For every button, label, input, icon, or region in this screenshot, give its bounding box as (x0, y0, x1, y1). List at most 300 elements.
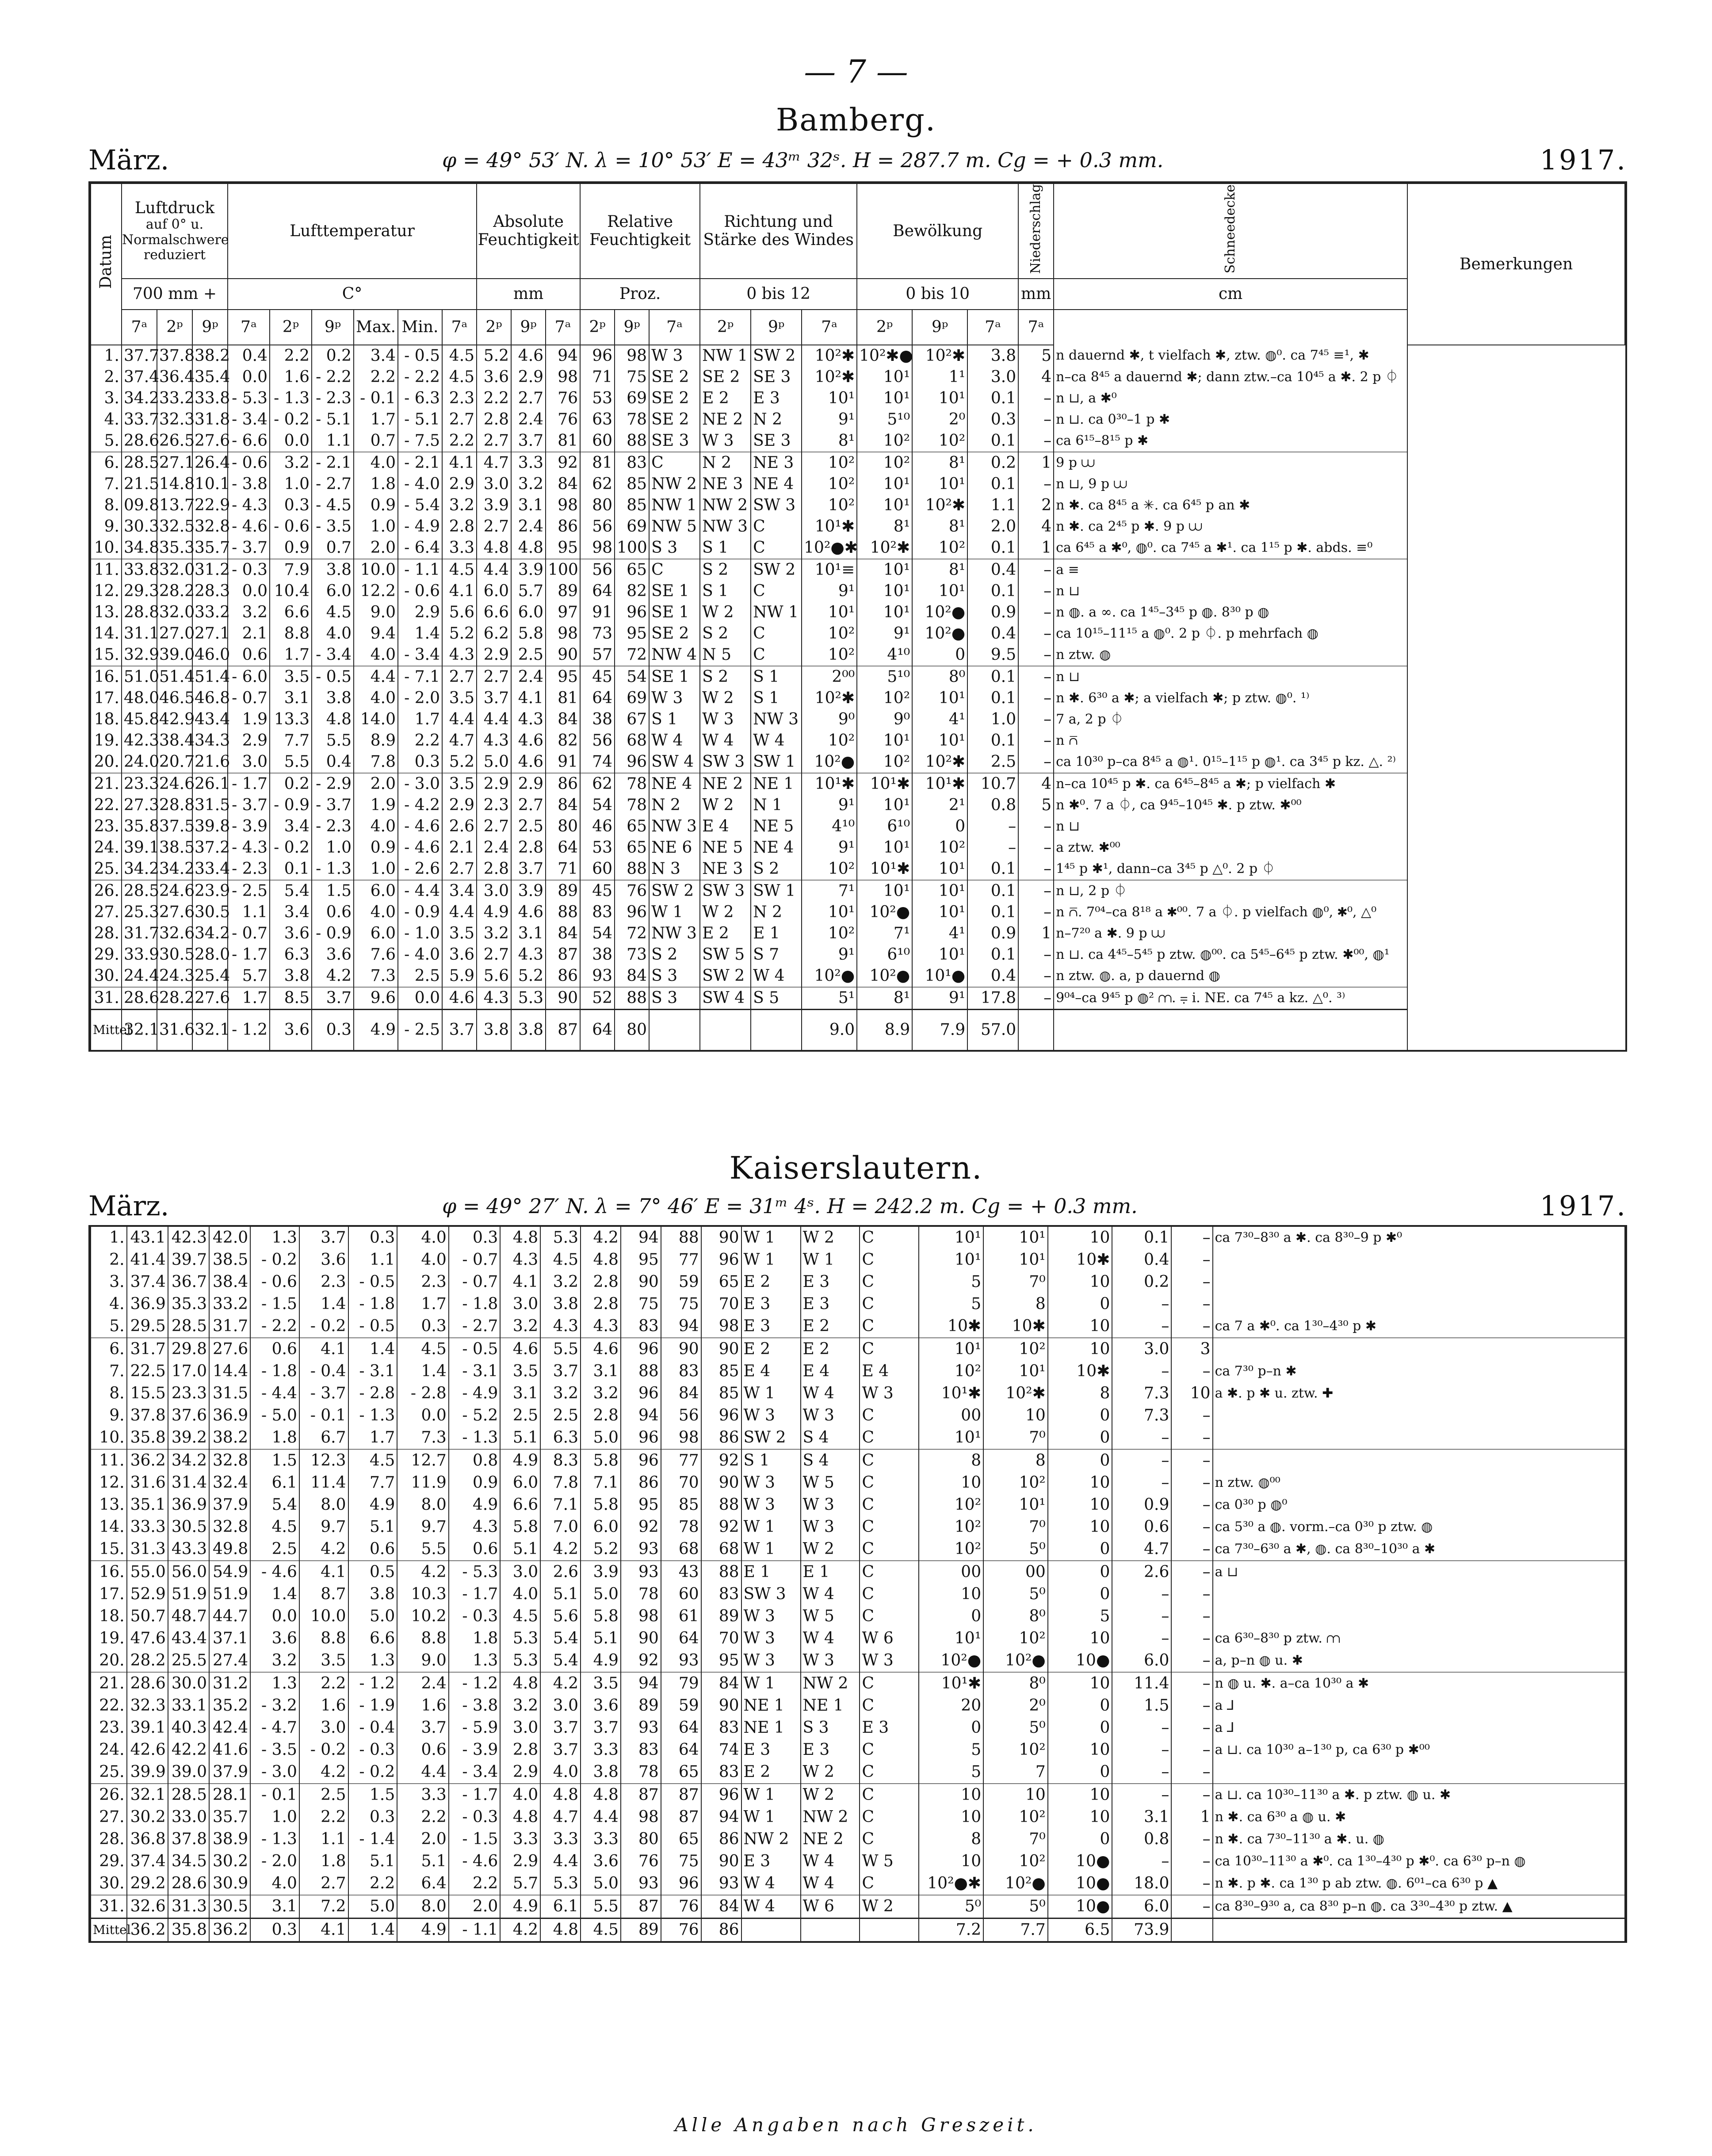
cell-t9: - 0.5 (348, 1315, 397, 1338)
cell-af2: 2.2 (477, 388, 511, 409)
cell-w7: W 1 (741, 1227, 801, 1249)
cell-bemerkung: a ✱. p ✱ u. ztw. ✚ (1213, 1382, 1625, 1405)
cell-bemerkung: n ⊔, 2 p ⏀ (1054, 880, 1407, 902)
cell-p7: 28.6 (127, 1672, 168, 1695)
cell-datum: 25. (91, 858, 122, 880)
cell-rf2: 68 (661, 1538, 701, 1561)
cell-p7: 48.0 (122, 688, 157, 709)
cell-t9: 0.3 (348, 1806, 397, 1828)
cell-p9: 31.8 (192, 409, 228, 430)
cell-bemerkung: ca 6⁴⁵ a ✱⁰, ◍⁰. ca 7⁴⁵ a ✱¹. ca 1¹⁵ p ✱. abds. ≡⁰ (1054, 537, 1407, 559)
cell-w2: W 4 (801, 1628, 860, 1650)
cell-rf7: 89 (546, 880, 580, 902)
cell-t2: 5.5 (270, 751, 312, 773)
cell-af9: 5.5 (581, 1895, 621, 1919)
cell-b7: 5 (919, 1271, 983, 1293)
cell-nied: 0.1 (967, 688, 1018, 709)
cell-tmin: 0.3 (398, 751, 442, 773)
cell-tmax: - 2.8 (397, 1382, 449, 1405)
cell-bemerkung (1213, 1405, 1625, 1427)
cell-t2: 4.2 (299, 1538, 348, 1561)
cell-b9: 4¹ (912, 923, 967, 944)
table-row (91, 474, 1625, 495)
cell-tmin: - 1.5 (449, 1828, 501, 1850)
cell-schnee: – (1171, 1315, 1212, 1338)
cell-w2: W 3 (801, 1650, 860, 1672)
cell-schnee: – (1171, 1472, 1212, 1494)
cell-af2: 3.6 (477, 367, 511, 388)
cell-t2: 8.0 (299, 1494, 348, 1516)
cell-t2: 3.2 (270, 452, 312, 474)
mittel-b7: 9.0 (802, 1009, 857, 1050)
cell-w9: C (860, 1315, 919, 1338)
table-row (91, 1427, 1625, 1449)
cell-b2: 9⁰ (857, 709, 912, 730)
cell-b2: 10¹ (857, 795, 912, 816)
cell-w7: NW 2 (741, 1828, 801, 1850)
cell-t9: 5.0 (348, 1605, 397, 1628)
cell-tmin: - 3.8 (449, 1695, 501, 1717)
cell-af7: 3.1 (500, 1382, 540, 1405)
cell-nied: – (1112, 1784, 1171, 1806)
cell-p7: 31.1 (122, 623, 157, 644)
cell-schnee: – (1171, 1494, 1212, 1516)
cell-af7: 3.0 (500, 1293, 540, 1315)
cell-datum: 16. (91, 666, 122, 688)
cell-datum: 14. (91, 623, 122, 644)
cell-rf2: 64 (661, 1739, 701, 1761)
cell-bemerkung: ca 10¹⁵–11¹⁵ a ◍⁰. 2 p ⏀. p mehrfach ◍ (1054, 623, 1407, 644)
cell-t9: - 1.3 (312, 858, 354, 880)
cell-nied: – (967, 837, 1018, 858)
cell-rf7: 96 (621, 1449, 661, 1472)
cell-rf7: 90 (546, 644, 580, 666)
cell-p2: 32.0 (157, 559, 192, 581)
cell-b9: 10¹ (912, 858, 967, 880)
col-subheader-t7: 7ᵃ (442, 310, 477, 345)
cell-t9: 0.7 (312, 537, 354, 559)
cell-datum: 12. (91, 1472, 127, 1494)
cell-b9: 10 (1048, 1227, 1112, 1249)
cell-rf9: 65 (615, 559, 649, 581)
cell-b2: 10² (983, 1472, 1048, 1494)
cell-p9: 49.8 (209, 1538, 250, 1561)
cell-af9: 7.1 (581, 1472, 621, 1494)
cell-rf2: 59 (661, 1271, 701, 1293)
cell-bemerkung: n ◍. a ∞. ca 1⁴⁵–3⁴⁵ p ◍. 8³⁰ p ◍ (1054, 602, 1407, 623)
table-row (91, 1873, 1625, 1895)
cell-af7: 3.5 (500, 1360, 540, 1382)
cell-b9: 8⁰ (912, 666, 967, 688)
table-bamberg (88, 181, 1627, 1052)
cell-rf7: 94 (621, 1672, 661, 1695)
cell-p2: 28.2 (157, 581, 192, 602)
cell-p9: 26.4 (192, 452, 228, 474)
cell-rf9: 70 (701, 1293, 741, 1315)
cell-af9: 3.9 (511, 880, 546, 902)
cell-datum: 21. (91, 1672, 127, 1695)
cell-t2: 0.3 (270, 495, 312, 516)
cell-w9: C (860, 1427, 919, 1449)
cell-t9: 3.8 (348, 1583, 397, 1605)
cell-tmin: - 3.0 (398, 773, 442, 795)
cell-datum: 14. (91, 1516, 127, 1538)
cell-rf7: 84 (546, 474, 580, 495)
cell-tmin: - 2.7 (449, 1315, 501, 1338)
cell-b7: 10 (919, 1806, 983, 1828)
cell-nied: 0.1 (967, 430, 1018, 452)
cell-rf2: 53 (580, 388, 615, 409)
cell-w2: NW 2 (801, 1806, 860, 1828)
cell-p9: 37.1 (209, 1628, 250, 1650)
cell-p9: 33.2 (209, 1293, 250, 1315)
cell-af7: 4.6 (500, 1338, 540, 1360)
cell-w2: S 2 (700, 559, 751, 581)
cell-af9: 5.8 (511, 623, 546, 644)
cell-b7: 10² (802, 495, 857, 516)
cell-tmax: 2.3 (397, 1271, 449, 1293)
cell-p2: 25.5 (168, 1650, 209, 1672)
cell-af2: 5.1 (540, 1583, 581, 1605)
cell-t7: - 5.3 (228, 388, 270, 409)
cell-t2: 7.9 (270, 559, 312, 581)
cell-w7: W 1 (741, 1538, 801, 1561)
cell-rf2: 62 (580, 474, 615, 495)
cell-b7: 10²✱ (802, 688, 857, 709)
mittel-b9: 6.5 (1048, 1919, 1112, 1942)
cell-t2: 10.0 (299, 1605, 348, 1628)
cell-af2: 3.0 (477, 880, 511, 902)
cell-p7: 37.4 (122, 367, 157, 388)
cell-rf9: 68 (701, 1538, 741, 1561)
cell-w2: W 6 (801, 1895, 860, 1919)
table-row (91, 965, 1625, 987)
cell-p7: 33.9 (122, 944, 157, 965)
cell-w7: S 1 (741, 1449, 801, 1472)
cell-t7: - 0.3 (228, 559, 270, 581)
cell-t7: - 3.7 (228, 795, 270, 816)
cell-schnee: – (1171, 1739, 1212, 1761)
cell-w7: S 3 (649, 965, 700, 987)
cell-w9: C (860, 1227, 919, 1249)
cell-b9: 10¹✱ (912, 773, 967, 795)
cell-tmax: 2.0 (354, 537, 398, 559)
cell-rf7: 87 (621, 1784, 661, 1806)
cell-datum: 11. (91, 559, 122, 581)
cell-datum: 8. (91, 1382, 127, 1405)
cell-tmax: 1.0 (354, 858, 398, 880)
cell-af9: 4.6 (511, 345, 546, 367)
cell-w9: S 5 (751, 987, 802, 1010)
cell-af7: 2.8 (500, 1739, 540, 1761)
cell-tmin: - 0.5 (398, 345, 442, 367)
cell-rf2: 96 (661, 1873, 701, 1895)
cell-p2: 27.0 (157, 623, 192, 644)
cell-t9: 2.2 (348, 1873, 397, 1895)
cell-p2: 32.0 (157, 602, 192, 623)
cell-w9: C (860, 1293, 919, 1315)
cell-schnee: – (1171, 1828, 1212, 1850)
table-row (91, 409, 1625, 430)
cell-w2: NW 2 (801, 1672, 860, 1695)
cell-tmax: 12.7 (397, 1449, 449, 1472)
cell-p7: 39.1 (122, 837, 157, 858)
cell-rf9: 90 (701, 1850, 741, 1873)
mittel-rf2: 76 (661, 1919, 701, 1942)
cell-t7: - 3.7 (228, 537, 270, 559)
cell-nied: 0.8 (967, 795, 1018, 816)
cell-w9: C (751, 537, 802, 559)
cell-w2: SE 2 (700, 367, 751, 388)
cell-schnee: – (1018, 581, 1054, 602)
cell-rf2: 93 (580, 965, 615, 987)
cell-nied: 0.4 (967, 965, 1018, 987)
cell-b7: 9¹ (802, 581, 857, 602)
col-unit-absfeucht: mm (477, 279, 580, 310)
cell-t2: 3.8 (270, 965, 312, 987)
col-subheader-t2: 2ᵖ (700, 310, 751, 345)
cell-schnee: – (1171, 1605, 1212, 1628)
cell-rf2: 53 (580, 837, 615, 858)
mittel-w2 (700, 1009, 751, 1050)
cell-b7: 2⁰⁰ (802, 666, 857, 688)
cell-af2: 2.7 (477, 666, 511, 688)
cell-b2: 10¹ (857, 730, 912, 751)
cell-t9: 1.3 (348, 1650, 397, 1672)
cell-w9: C (860, 1695, 919, 1717)
cell-schnee: 5 (1018, 795, 1054, 816)
cell-t9: - 1.9 (348, 1695, 397, 1717)
cell-datum: 24. (91, 1739, 127, 1761)
cell-rf2: 80 (580, 495, 615, 516)
cell-t2: 3.1 (270, 688, 312, 709)
cell-w2: E 3 (801, 1293, 860, 1315)
cell-bemerkung: a ⊔ (1213, 1561, 1625, 1583)
cell-tmin: - 2.6 (398, 858, 442, 880)
cell-b9: 10 (1048, 1516, 1112, 1538)
cell-b7: 9¹ (802, 837, 857, 858)
cell-tmin: 2.2 (449, 1873, 501, 1895)
cell-schnee: – (1171, 1561, 1212, 1583)
cell-t2: 2.7 (299, 1873, 348, 1895)
cell-af7: 6.0 (500, 1472, 540, 1494)
cell-schnee: – (1018, 816, 1054, 837)
cell-b7: 10 (919, 1784, 983, 1806)
cell-b9: 0 (912, 644, 967, 666)
cell-af9: 5.7 (511, 581, 546, 602)
cell-schnee: – (1018, 730, 1054, 751)
cell-p2: 31.3 (168, 1895, 209, 1919)
cell-t7: - 1.3 (250, 1828, 299, 1850)
cell-tmin: 2.9 (398, 602, 442, 623)
cell-bemerkung: n ✱. ca 6³⁰ a ◍ u. ✱ (1213, 1806, 1625, 1828)
cell-t9: 1.0 (312, 837, 354, 858)
cell-rf7: 96 (621, 1427, 661, 1449)
cell-p7: 25.3 (122, 902, 157, 923)
cell-af7: 4.8 (500, 1672, 540, 1695)
cell-b2: 10² (857, 688, 912, 709)
mittel-schnee (1171, 1919, 1212, 1942)
cell-af2: 2.6 (540, 1561, 581, 1583)
cell-bemerkung: ca 8³⁰–9³⁰ a, ca 8³⁰ p–n ◍. ca 3³⁰–4³⁰ p ztw. ▲ (1213, 1895, 1625, 1919)
cell-b2: 10¹ (983, 1249, 1048, 1271)
cell-t7: - 6.0 (228, 666, 270, 688)
cell-p9: 37.2 (192, 837, 228, 858)
cell-p9: 21.6 (192, 751, 228, 773)
cell-b2: 8¹ (857, 516, 912, 537)
cell-b7: 8¹ (802, 430, 857, 452)
cell-rf9: 85 (615, 474, 649, 495)
cell-af7: 3.0 (500, 1561, 540, 1583)
cell-tmin: - 4.4 (398, 880, 442, 902)
cell-af7: 4.1 (442, 581, 477, 602)
cell-t9: 1.5 (312, 880, 354, 902)
cell-af7: 3.3 (442, 537, 477, 559)
cell-t9: 7.7 (348, 1472, 397, 1494)
cell-w2: S 3 (801, 1717, 860, 1739)
cell-b9: 8¹ (912, 452, 967, 474)
cell-w9: W 5 (860, 1850, 919, 1873)
cell-datum: 20. (91, 751, 122, 773)
cell-af7: 4.0 (500, 1784, 540, 1806)
cell-rf7: 80 (621, 1828, 661, 1850)
cell-b7: 9¹ (802, 409, 857, 430)
col-unit-bewoelkung: 0 bis 10 (857, 279, 1018, 310)
cell-rf9: 85 (615, 495, 649, 516)
cell-w7: W 1 (741, 1672, 801, 1695)
cell-w2: W 2 (700, 602, 751, 623)
cell-w7: W 1 (741, 1382, 801, 1405)
cell-t9: 0.6 (312, 902, 354, 923)
cell-b2: 7¹ (857, 923, 912, 944)
cell-rf7: 95 (621, 1249, 661, 1271)
cell-w2: N 5 (700, 644, 751, 666)
cell-rf2: 73 (580, 623, 615, 644)
cell-datum: 1. (91, 345, 122, 367)
cell-tmax: 2.2 (354, 367, 398, 388)
cell-af7: 4.1 (442, 452, 477, 474)
cell-b7: 5¹ (802, 987, 857, 1010)
cell-nied: 10.7 (967, 773, 1018, 795)
cell-rf2: 64 (661, 1628, 701, 1650)
cell-af9: 5.2 (581, 1538, 621, 1561)
cell-p9: 14.4 (209, 1360, 250, 1382)
cell-af9: 3.7 (511, 430, 546, 452)
cell-bemerkung: ca 10³⁰–11³⁰ a ✱⁰. ca 1³⁰–4³⁰ p ✱⁰. ca 6³⁰ p–n ◍ (1213, 1850, 1625, 1873)
cell-w2: S 1 (700, 537, 751, 559)
cell-w2: NE 2 (700, 773, 751, 795)
cell-b2: 10¹ (857, 367, 912, 388)
cell-w9: C (860, 1873, 919, 1895)
cell-w7: W 3 (741, 1472, 801, 1494)
cell-af2: 5.2 (477, 345, 511, 367)
station-coordinates: φ = 49° 27′ N. λ = 7° 46′ E = 31ᵐ 4ˢ. H = 242.2 m. Cg = + 0.3 mm. (442, 1194, 1138, 1218)
cell-b7: 10² (919, 1360, 983, 1382)
mittel-nied: 57.0 (967, 1009, 1018, 1050)
table-row (91, 1405, 1625, 1427)
cell-rf7: 95 (546, 666, 580, 688)
cell-b2: 10¹ (857, 581, 912, 602)
cell-t7: - 3.8 (228, 474, 270, 495)
cell-w7: E 2 (741, 1338, 801, 1360)
cell-p9: 38.5 (209, 1249, 250, 1271)
cell-af9: 2.9 (511, 367, 546, 388)
cell-tmin: - 1.0 (398, 923, 442, 944)
cell-rf7: 81 (546, 430, 580, 452)
cell-w7: SE 1 (649, 666, 700, 688)
mittel-rf7: 87 (546, 1009, 580, 1050)
cell-t7: 1.3 (250, 1672, 299, 1695)
table-row (91, 559, 1625, 581)
cell-rf9: 82 (615, 581, 649, 602)
cell-rf7: 87 (621, 1895, 661, 1919)
table-row (91, 537, 1625, 559)
cell-p9: 30.2 (209, 1850, 250, 1873)
cell-t9: 0.3 (348, 1227, 397, 1249)
cell-b2: 10¹✱ (857, 858, 912, 880)
cell-bemerkung: 9⁰⁴–ca 9⁴⁵ p ◍² ⩋. ⩦ i. NE. ca 7⁴⁵ a kz. △⁰. ³⁾ (1054, 987, 1407, 1010)
cell-rf9: 86 (701, 1828, 741, 1850)
cell-w2: W 2 (801, 1227, 860, 1249)
cell-schnee: – (1171, 1427, 1212, 1449)
cell-t7: - 1.8 (250, 1360, 299, 1382)
cell-t2: 2.3 (299, 1271, 348, 1293)
cell-p2: 31.4 (168, 1472, 209, 1494)
cell-b2: 7⁰ (983, 1828, 1048, 1850)
cell-t7: 3.0 (228, 751, 270, 773)
cell-rf2: 70 (661, 1472, 701, 1494)
cell-af2: 3.0 (477, 474, 511, 495)
cell-p2: 42.9 (157, 709, 192, 730)
cell-b2: 10¹ (857, 837, 912, 858)
cell-tmax: 4.4 (354, 666, 398, 688)
cell-tmax: 4.0 (397, 1227, 449, 1249)
cell-b7: 10¹ (919, 1227, 983, 1249)
cell-t9: - 0.5 (348, 1271, 397, 1293)
cell-tmin: 0.6 (449, 1538, 501, 1561)
col-unit-wind: 0 bis 12 (700, 279, 857, 310)
cell-t9: - 1.3 (348, 1405, 397, 1427)
table-row (91, 1850, 1625, 1873)
cell-w2: W 2 (801, 1761, 860, 1784)
cell-p9: 51.4 (192, 666, 228, 688)
cell-p2: 32.3 (157, 409, 192, 430)
cell-rf7: 92 (621, 1650, 661, 1672)
cell-t7: - 2.2 (250, 1315, 299, 1338)
cell-b2: 5⁰ (983, 1538, 1048, 1561)
cell-p7: 42.6 (127, 1739, 168, 1761)
cell-rf2: 88 (661, 1227, 701, 1249)
cell-t2: 2.2 (299, 1806, 348, 1828)
station-title-kaiserslautern: Kaiserslautern. (729, 1150, 983, 1186)
cell-w9: NE 5 (751, 816, 802, 837)
cell-schnee: – (1171, 1873, 1212, 1895)
cell-p7: 29.5 (127, 1315, 168, 1338)
cell-p9: 54.9 (209, 1561, 250, 1583)
cell-rf7: 76 (546, 409, 580, 430)
cell-af9: 3.9 (511, 559, 546, 581)
cell-datum: 29. (91, 1850, 127, 1873)
cell-b2: 2⁰ (983, 1695, 1048, 1717)
mittel-t9: 0.3 (312, 1009, 354, 1050)
cell-p2: 24.6 (157, 880, 192, 902)
cell-p2: 28.2 (157, 987, 192, 1010)
cell-t7: 2.1 (228, 623, 270, 644)
cell-nied: 0.1 (967, 902, 1018, 923)
cell-tmax: 0.9 (354, 837, 398, 858)
cell-b7: 10²✱ (802, 345, 857, 367)
cell-rf2: 77 (661, 1449, 701, 1472)
